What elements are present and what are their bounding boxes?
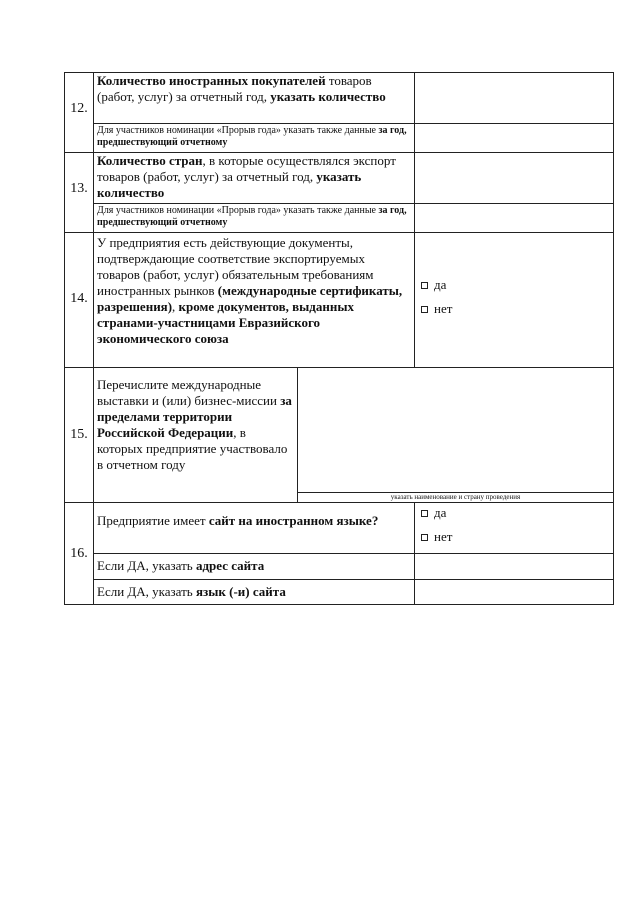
note-13-part-2: за год, предшествующий отчетному (97, 205, 407, 228)
question-15-part-1: Перечислите международные выставки и (или) бизнес-миссии (97, 377, 281, 408)
question-15-part-2: за пределами территории Российской Федерации (97, 393, 292, 440)
note-13-part-1: Для участников номинации «Прорыв года» указать также данные (97, 205, 379, 216)
answer-field-12[interactable] (415, 73, 613, 123)
option-yes-16-label: да (434, 505, 447, 520)
hint-15: указать наименование и страну проведения (390, 493, 521, 501)
option-yes-14-label: да (434, 277, 447, 292)
question-15-part-3: , в которых предприятие участвовало в отчетном году (97, 425, 288, 472)
checkbox-icon[interactable] (421, 306, 428, 313)
row-number-14: 14. (70, 291, 88, 306)
question-16-part-2: сайт на иностранном языке? (208, 513, 379, 528)
question-12-part-2: товаров (работ, услуг) за отчетный год, (97, 73, 372, 104)
question-16 (97, 513, 409, 529)
question-14 (97, 235, 409, 347)
answer-field-15[interactable] (298, 368, 613, 492)
table-rule (64, 232, 614, 233)
question-16-part-1: Предприятие имеет (97, 513, 209, 528)
site-language-field[interactable] (415, 580, 613, 604)
note-12 (97, 125, 410, 149)
question-14-part-3: , (172, 299, 179, 314)
option-no-16-label: нет (434, 529, 453, 544)
table-rule (93, 72, 94, 605)
checkbox-icon[interactable] (421, 282, 428, 289)
question-14-part-4: кроме документов, выданных странами-участницами Евразийского экономического союза (97, 299, 355, 346)
question-12-part-3: указать количество (270, 89, 386, 104)
note-13 (97, 205, 410, 229)
table-rule (64, 604, 614, 605)
row-number-15: 15. (70, 427, 88, 442)
question-13-part-3: указать количество (97, 169, 362, 200)
question-13-part-2: , в которые осуществлялся экспорт товаров (работ, услуг) за отчетный год, (97, 153, 396, 184)
answer-field-13-prev-year[interactable] (415, 204, 613, 232)
table-rule (64, 502, 614, 503)
option-no-14-label: нет (434, 301, 453, 316)
row-number-13: 13. (70, 181, 88, 196)
site-language-label (97, 584, 409, 600)
question-12 (97, 73, 410, 105)
question-13 (97, 153, 410, 201)
question-14-part-1: У предприятия есть действующие документы, подтверждающие соответствие экспортируемых товаров (работ, услуг) обязательным требованиям иностранных рынков (97, 235, 374, 298)
table-rule (64, 72, 65, 605)
site-language-label-part-1: Если ДА, указать (97, 584, 196, 599)
answer-field-12-prev-year[interactable] (415, 124, 613, 152)
question-14-part-2: (международные сертификаты, разрешения) (97, 283, 403, 314)
row-number-12: 12. (70, 101, 88, 116)
table-rule (613, 72, 614, 605)
note-12-part-1: Для участников номинации «Прорыв года» указать также данные (97, 125, 379, 136)
option-yes-16[interactable] (421, 505, 446, 521)
answer-field-13[interactable] (415, 153, 613, 203)
option-no-16[interactable] (421, 529, 452, 545)
checkbox-icon[interactable] (421, 534, 428, 541)
question-12-part-1: Количество иностранных покупателей (97, 73, 326, 88)
site-address-label-part-2: адрес сайта (195, 558, 265, 573)
checkbox-icon[interactable] (421, 510, 428, 517)
option-no-14[interactable] (421, 301, 452, 317)
site-address-field[interactable] (415, 554, 613, 579)
site-language-label-part-2: язык (-и) сайта (195, 584, 286, 599)
option-yes-14[interactable] (421, 277, 446, 293)
row-number-16: 16. (70, 546, 88, 561)
site-address-label-part-1: Если ДА, указать (97, 558, 196, 573)
site-address-label (97, 558, 409, 574)
note-12-part-2: за год, предшествующий отчетному (97, 125, 407, 148)
question-15 (97, 377, 292, 473)
question-13-part-1: Количество стран (97, 153, 203, 168)
